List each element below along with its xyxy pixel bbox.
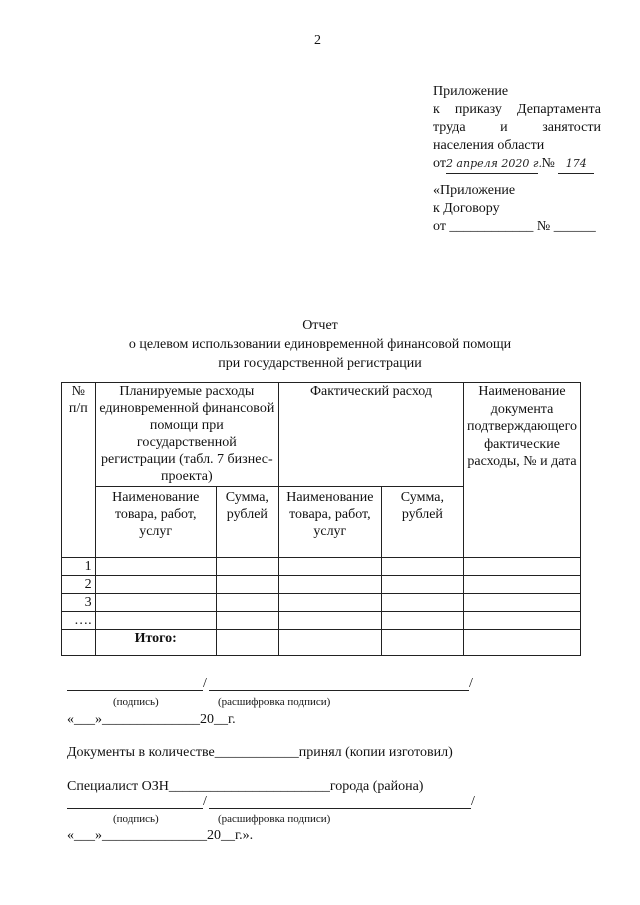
table-row: 3: [62, 594, 581, 612]
report-table: [61, 382, 581, 656]
appendix-date-line: от2 апреля 2020 г. № 174: [433, 155, 601, 174]
signature-slash: /: [203, 794, 207, 809]
table-total-row: [62, 630, 581, 656]
sub-planned-sum: Сумма, рублей: [216, 487, 278, 558]
table-row: ….: [62, 612, 581, 630]
header-actual: Фактический расход: [278, 383, 463, 487]
sub-planned-name: Наименование товара, работ, услуг: [95, 487, 216, 558]
appendix-line2: к приказу Департамента: [433, 102, 601, 117]
table-row: 1: [62, 558, 581, 576]
decode-label: (расшифровка подписи): [218, 696, 331, 708]
documents-line: Документы в количестве____________принял (копии изготовил): [67, 745, 453, 760]
signature-line: [67, 808, 203, 809]
appendix-line4: населения области: [433, 138, 545, 153]
header-document: Наименование документа подтверждающего фактические расходы, № и дата: [464, 383, 581, 558]
sub-actual-name: Наименование товара, работ, услуг: [278, 487, 381, 558]
handwritten-date: 2 апреля 2020 г.: [446, 155, 538, 174]
table-row: 2: [62, 576, 581, 594]
signature-label: (подпись): [113, 813, 159, 825]
total-label: Итого:: [95, 630, 216, 656]
appendix-header: [433, 83, 601, 174]
header-planned: Планируемые расходы единовременной финансовой помощи при государственной регистрации (табл. 7 бизнес-проекта): [95, 383, 278, 487]
signature-end-slash: /: [469, 676, 473, 691]
specialist-line: Специалист ОЗН_______________________города (района): [67, 779, 424, 794]
signature-label: (подпись): [113, 696, 159, 708]
signature-end-slash: /: [471, 794, 475, 809]
signature-line: [67, 690, 203, 691]
contract-appendix: «Приложение к Договору от ____________ № ______: [433, 183, 596, 234]
decode-line: [209, 690, 469, 691]
handwritten-number: 174: [558, 155, 594, 174]
appendix-line3: труда и занятости: [433, 120, 601, 135]
decode-line: [209, 808, 471, 809]
signature-slash: /: [203, 676, 207, 691]
table-header-row: [62, 383, 581, 487]
decode-label: (расшифровка подписи): [218, 813, 331, 825]
page-number: 2: [314, 33, 321, 48]
appendix-line1: Приложение: [433, 84, 509, 99]
sub-actual-sum: Сумма, рублей: [381, 487, 463, 558]
report-title: Отчет о целевом использовании единовременной финансовой помощи при государственной регистрации: [128, 318, 512, 371]
date-line: «___»_______________20__г.».: [67, 828, 254, 843]
date-line: «___»______________20__г.: [67, 712, 236, 727]
header-num: № п/п: [62, 383, 96, 558]
